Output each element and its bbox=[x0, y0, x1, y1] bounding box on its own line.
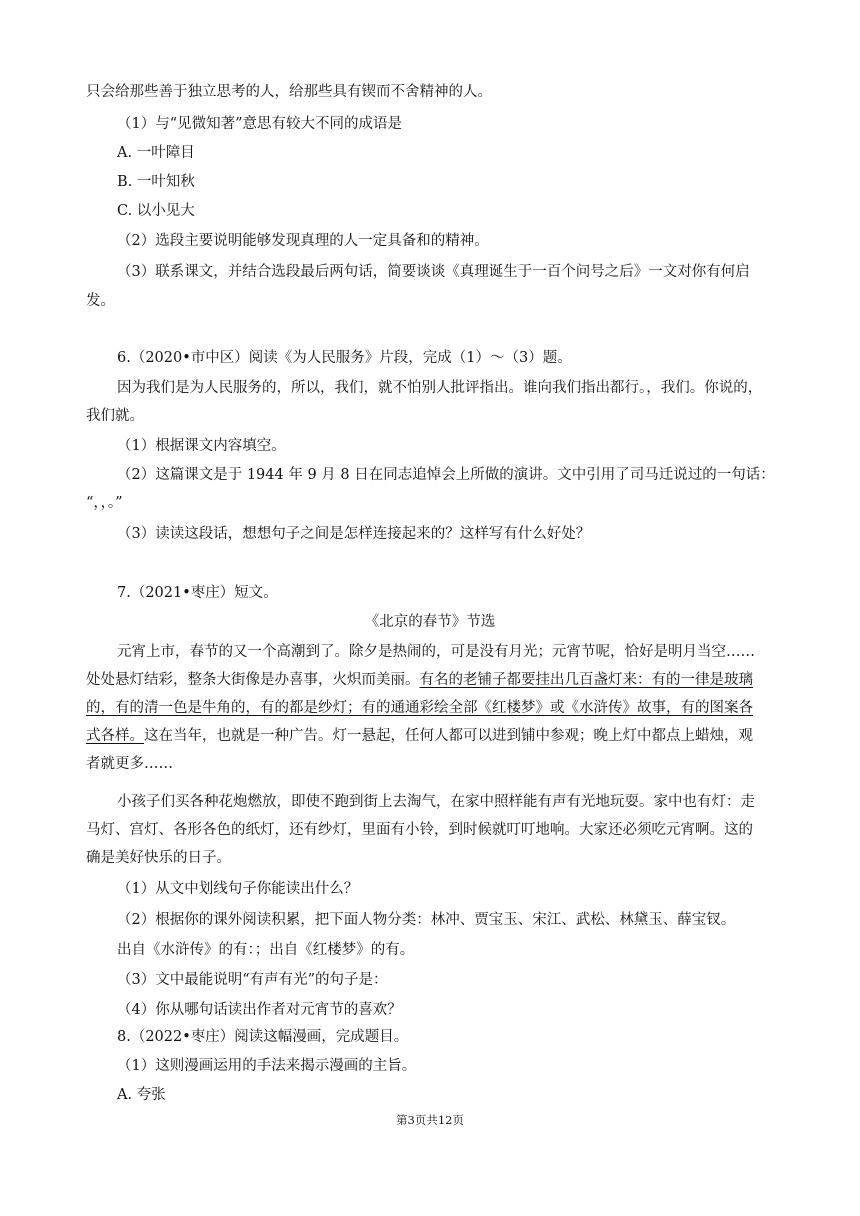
q7-subquestion-1: （1）从文中划线句子你能读出什么？ bbox=[117, 881, 359, 897]
q5-option-c: C. 以小见大 bbox=[117, 203, 195, 219]
page-footer: 第3页共12页 bbox=[396, 1113, 464, 1127]
q5-option-b: B. 一叶知秋 bbox=[117, 174, 195, 190]
q7-passage-line-1: 元宵上市，春节的又一个高潮到了。除夕是热闹的，可是没有月光；元宵节呢，恰好是明月当空…… bbox=[117, 644, 755, 660]
q7-heading: 7.（2021•枣庄）短文。 bbox=[117, 585, 278, 601]
q6-subquestion-2: （2）这篇课文是于 1944 年 9 月 8 日在同志追悼会上所做的演讲。文中引用了司马迁说过的一句话： bbox=[117, 467, 775, 483]
q6-passage-line-2: 我们就。 bbox=[86, 408, 144, 424]
q7-passage-text: 这在当年，也就是一种广告。灯一悬起，任何人都可以进到铺中参观；晚上灯中都点上蜡烛，观 bbox=[144, 728, 753, 744]
q7-passage-title: 《北京的春节》节选 bbox=[364, 614, 496, 630]
q7-subquestion-2: （2）根据你的课外阅读积累，把下面人物分类：林冲、贾宝玉、宋江、武松、林黛玉、薛宝钗。 bbox=[117, 912, 736, 928]
q5-subquestion-3: （3）联系课文，并结合选段最后两句话，简要谈谈《真理诞生于一百个问号之后》一文对你有何启 bbox=[117, 264, 750, 280]
q5-subquestion-2: （2）选段主要说明能够发现真理的人一定具备和的精神。 bbox=[117, 233, 489, 249]
q7-passage-line-3 bbox=[86, 698, 753, 718]
q8-option-a: A. 夸张 bbox=[117, 1087, 166, 1103]
q7-underlined-sentence-end: 式各样。 bbox=[86, 728, 144, 744]
q8-subquestion-1: （1）这则漫画运用的手法来揭示漫画的主旨。 bbox=[117, 1058, 417, 1074]
q5-option-a: A. 一叶障目 bbox=[117, 145, 195, 161]
q7-passage-line-8: 确是美好快乐的日子。 bbox=[86, 850, 231, 866]
q6-subquestion-2-cont: “，，。” bbox=[86, 495, 123, 511]
q6-subquestion-1: （1）根据课文内容填空。 bbox=[117, 438, 286, 454]
q5-subquestion-3-cont: 发。 bbox=[86, 293, 115, 309]
q7-underlined-sentence: 有名的老铺子都要挂出几百盏灯来：有的一律是玻璃 bbox=[419, 672, 753, 688]
q5-passage-tail: 只会给那些善于独立思考的人，给那些具有锲而不舍精神的人。 bbox=[86, 84, 492, 100]
q7-underlined-sentence-cont: 的，有的清一色是牛角的，有的都是纱灯；有的通通彩绘全部《红楼梦》或《水浒传》故事，有的图案各 bbox=[86, 700, 753, 716]
q8-heading: 8.（2022•枣庄）阅读这幅漫画，完成题目。 bbox=[117, 1029, 409, 1045]
q7-passage-line-2 bbox=[86, 670, 753, 690]
q7-passage-line-6: 小孩子们买各种花炮燃放，即使不跑到街上去淘气，在家中照样能有声有光地玩耍。家中也有灯：走 bbox=[117, 794, 755, 810]
q7-subquestion-2-answer-line: 出自《水浒传》的有：；出自《红楼梦》的有。 bbox=[117, 942, 415, 958]
q7-passage-line-5: 者就更多…… bbox=[86, 756, 173, 772]
q7-passage-line-7: 马灯、宫灯、各形各色的纸灯，还有纱灯，里面有小铃，到时候就叮叮地响。大家还必须吃元宵啊。这的 bbox=[86, 822, 753, 838]
q5-subquestion-1: （1）与“见微知著”意思有较大不同的成语是 bbox=[117, 116, 403, 132]
q6-heading: 6.（2020•市中区）阅读《为人民服务》片段，完成（1）～（3）题。 bbox=[117, 350, 572, 366]
q7-subquestion-3: （3）文中最能说明“有声有光”的句子是： bbox=[117, 972, 388, 988]
q6-subquestion-3: （3）读读这段话，想想句子之间是怎样连接起来的？这样写有什么好处？ bbox=[117, 526, 591, 542]
q6-passage-line-1: 因为我们是为人民服务的，所以，我们，就不怕别人批评指出。谁向我们指出都行。，我们。你说的， bbox=[117, 380, 763, 396]
q7-passage-text: 处处悬灯结彩，整条大街像是办喜事，火炽而美丽。 bbox=[86, 672, 420, 688]
q7-subquestion-4: （4）你从哪句话读出作者对元宵节的喜欢？ bbox=[117, 1002, 402, 1018]
q7-passage-line-4 bbox=[86, 726, 753, 746]
